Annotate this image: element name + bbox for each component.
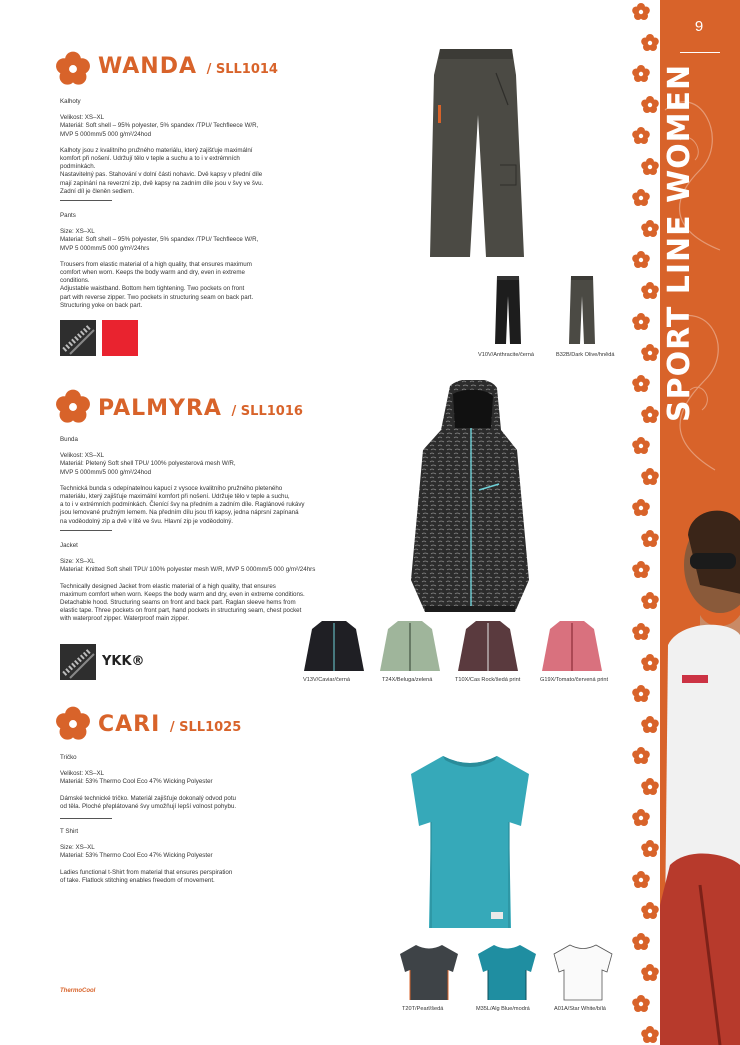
flower-icon	[641, 468, 659, 485]
product-code: / SLL1014	[206, 62, 278, 77]
variant-caption: T10X/Cas Rock/šedá print	[455, 677, 521, 683]
flower-icon	[641, 406, 659, 423]
variant-pants-olive	[566, 274, 598, 346]
product-type: Tričko	[60, 754, 77, 761]
divider	[60, 530, 112, 531]
variant-caption: G19X/Tomato/červená print	[540, 677, 609, 683]
desc-line: elastic tape. Three pockets on front part, hand pockets in structuring seam, chest pocket	[60, 607, 302, 615]
flower-icon	[641, 344, 659, 361]
product-specs: MVP 5 000mm/5 000 g/m²/24hrs	[60, 244, 150, 252]
variant-caption: M35L/Alg Blue/modrá	[476, 1006, 530, 1012]
product-description-en	[60, 212, 360, 310]
desc-line: Technická bunda s odepínatelnou kapucí z vysoce kvalitního pružného pleteného	[60, 484, 283, 492]
desc-line: Ladies functional t-Shirt from material that ensures perspiration	[60, 868, 233, 876]
product-type: Pants	[60, 212, 76, 219]
product-type: T Shirt	[60, 828, 79, 835]
product-description-en	[60, 828, 360, 885]
desc-line: jsou lemované pružným lemem. Na předním dílu jsou tři kapsy, jedna náprsní zapínaná	[60, 509, 299, 517]
product-type: Jacket	[60, 542, 78, 549]
flower-icon	[641, 96, 659, 113]
desc-line: Kalhoty jsou z kvalitního pružného materiálu, který zajišťuje maximální	[60, 146, 253, 154]
product-material: Materiál: Pletený Soft shell TPU/ 100% polyesterová mesh W/R,	[60, 460, 236, 468]
variant-tshirt-pearl	[398, 942, 460, 1002]
section-title-vertical: SPORT LINE WOMEN	[662, 63, 697, 422]
desc-line: podmínkách.	[60, 163, 96, 171]
variant-jacket-caviar	[302, 617, 366, 675]
product-name: WANDA	[98, 54, 198, 79]
desc-line: maximum comfort when worn. Keeps the body warm and dry, even in extreme conditions.	[60, 590, 305, 598]
flower-icon	[632, 809, 650, 826]
variant-caption: T20T/Pearl/šedá	[402, 1006, 444, 1012]
divider	[60, 818, 112, 819]
product-description-cz	[60, 436, 360, 526]
product-heading-palmyra	[98, 396, 303, 421]
product-material: Materiál: 53% Thermo Cool Eco 47% Wicking Polyester	[60, 778, 213, 786]
desc-line: od těla. Ploché přeplátované švy umožňují lepší volnost pohybu.	[60, 802, 237, 810]
desc-line: Dámské technické tričko. Materiál zajišťuje dokonalý odvod potu	[60, 794, 236, 802]
variant-jacket-cas-rock	[456, 617, 520, 675]
flower-icon	[641, 716, 659, 733]
flower-icon	[632, 623, 650, 640]
flower-icon	[641, 592, 659, 609]
product-material: Material: Knitted Soft shell TPU/ 100% polyester mesh W/R, MVP 5 000mm/5 000 g/m²/24hrs	[60, 566, 316, 574]
flower-icon	[632, 437, 650, 454]
product-code: / SLL1016	[231, 404, 303, 419]
flower-icon	[632, 375, 650, 392]
product-size: Velikost: XS–XL	[60, 114, 105, 122]
page-number-rule	[680, 52, 720, 53]
desc-line: Technically designed Jacket from elastic material of a high quality, that ensures	[60, 582, 276, 590]
flower-icon	[632, 251, 650, 268]
flower-icon	[632, 127, 650, 144]
product-name: PALMYRA	[98, 396, 222, 421]
product-size: Velikost: XS–XL	[60, 770, 105, 778]
flower-icon	[641, 220, 659, 237]
product-size: Size: XS–XL	[60, 558, 95, 566]
product-heading-wanda	[98, 54, 278, 79]
flower-icon	[641, 1026, 659, 1043]
palmyra-jacket-image	[405, 380, 535, 620]
divider	[60, 200, 112, 201]
flower-icon	[632, 65, 650, 82]
product-specs: MVP 5 000mm/5 000 g/m²/24hod	[60, 130, 152, 138]
flower-icon	[632, 561, 650, 578]
product-size: Velikost: XS–XL	[60, 452, 105, 460]
product-description-cz	[60, 754, 360, 811]
product-code: / SLL1025	[169, 720, 242, 735]
desc-line: komfort při nošení. Udržují tělo v teple a suchu a to i v extrémních	[60, 155, 240, 163]
flower-icon	[641, 840, 659, 857]
variant-caption: A01A/Star White/bílá	[554, 1006, 606, 1012]
ykk-logo: YKK®	[102, 654, 145, 669]
product-material: Materiál: Soft shell – 95% polyester, 5% spandex /TPU/ Techfleece W/R,	[60, 122, 259, 130]
desc-line: Structuring yoke on back part.	[60, 301, 143, 309]
model-photo	[660, 505, 740, 1045]
flower-icon	[641, 282, 659, 299]
desc-line: Adjustable waistband. Bottom hem tightening. Two pockets on front	[60, 285, 245, 293]
page-number: 9	[694, 18, 704, 35]
flower-icon	[641, 778, 659, 795]
thermocool-logo: ThermoCool	[60, 988, 96, 994]
variant-pants-black	[492, 274, 524, 346]
wanda-pants-image	[420, 45, 530, 260]
flower-icon	[641, 530, 659, 547]
desc-line: Detachable hood. Structuring seams on front and back part. Raglan sleeve hems from	[60, 599, 296, 607]
flower-icon	[54, 388, 92, 426]
flower-icon	[641, 34, 659, 51]
variant-caption: B32B/Dark Olive/hnědá	[556, 352, 615, 358]
product-description-en	[60, 542, 380, 624]
flower-icon	[632, 685, 650, 702]
variant-jacket-tomato	[540, 617, 604, 675]
desc-line: Nastavitelný pas. Stahování v dolní části nohavic. Dvě kapsy v přední díle	[60, 171, 263, 179]
flower-icon	[632, 933, 650, 950]
flower-icon	[54, 50, 92, 88]
variant-caption: T24X/Beluga/zelená	[382, 677, 433, 683]
flower-icon	[54, 705, 92, 743]
flower-icon	[632, 995, 650, 1012]
variant-caption: V13V/Caviar/černá	[303, 677, 350, 683]
desc-line: of take. Flatlock stitching enables freedom of movement.	[60, 876, 215, 884]
desc-line: Zadní díl je členěn sedlem.	[60, 187, 134, 195]
product-size: Size: XS–XL	[60, 844, 95, 852]
flower-icon	[632, 871, 650, 888]
product-material: Material: 53% Thermo Cool Eco 47% Wicking Polyester	[60, 852, 213, 860]
variant-tshirt-star-white	[552, 942, 614, 1002]
product-name: CARI	[98, 712, 161, 737]
product-description-cz	[60, 98, 360, 196]
product-size: Size: XS–XL	[60, 228, 95, 236]
desc-line: a to i v extrémních podmínkách. Členící švy na předním a zadním díle. Raglánové rukávy	[60, 501, 305, 509]
flower-icon	[632, 499, 650, 516]
flower-icon	[632, 313, 650, 330]
product-heading-cari	[98, 712, 241, 737]
flower-icon	[632, 189, 650, 206]
variant-jacket-beluga	[378, 617, 442, 675]
flower-pattern-strip	[630, 0, 660, 1045]
product-type: Bunda	[60, 436, 78, 443]
desc-line: comfort when worn. Keeps the body warm and dry, even in extreme	[60, 269, 245, 277]
product-specs: MVP 5 000mm/5 000 g/m²/24hod	[60, 468, 152, 476]
zipper-swatch	[60, 644, 96, 680]
flower-icon	[641, 158, 659, 175]
variant-caption: V10V/Anthracite/černá	[478, 352, 534, 358]
zipper-swatch	[60, 320, 96, 356]
desc-line: mají zapínání na reverzní zip, dvě kapsy na zadním díle jsou v švy ve švu.	[60, 179, 264, 187]
product-material: Material: Soft shell – 95% polyester, 5% spandex /TPU/ Techfleece W/R,	[60, 236, 259, 244]
fabric-swatch	[102, 320, 138, 356]
flower-icon	[632, 747, 650, 764]
desc-line: na voděodolný zip a dvě v lité ve švu. Hlavní zip je voděodolný.	[60, 517, 234, 525]
desc-line: conditions.	[60, 277, 90, 285]
flower-icon	[641, 964, 659, 981]
desc-line: Trousers from elastic material of a high quality, that ensures maximum	[60, 260, 252, 268]
variant-tshirt-alg-blue	[476, 942, 538, 1002]
flower-icon	[632, 3, 650, 20]
flower-icon	[641, 902, 659, 919]
flower-icon	[641, 654, 659, 671]
desc-line: materiálu, který zajišťuje maximální komfort při nošení. Udržuje tělo v teple a suchu,	[60, 493, 290, 501]
cari-tshirt-image	[405, 752, 535, 932]
desc-line: with waterproof zipper. Waterproof main zipper.	[60, 615, 190, 623]
product-type: Kalhoty	[60, 98, 81, 105]
desc-line: part with reverse zipper. Two pockets in structuring seam on back part.	[60, 293, 254, 301]
